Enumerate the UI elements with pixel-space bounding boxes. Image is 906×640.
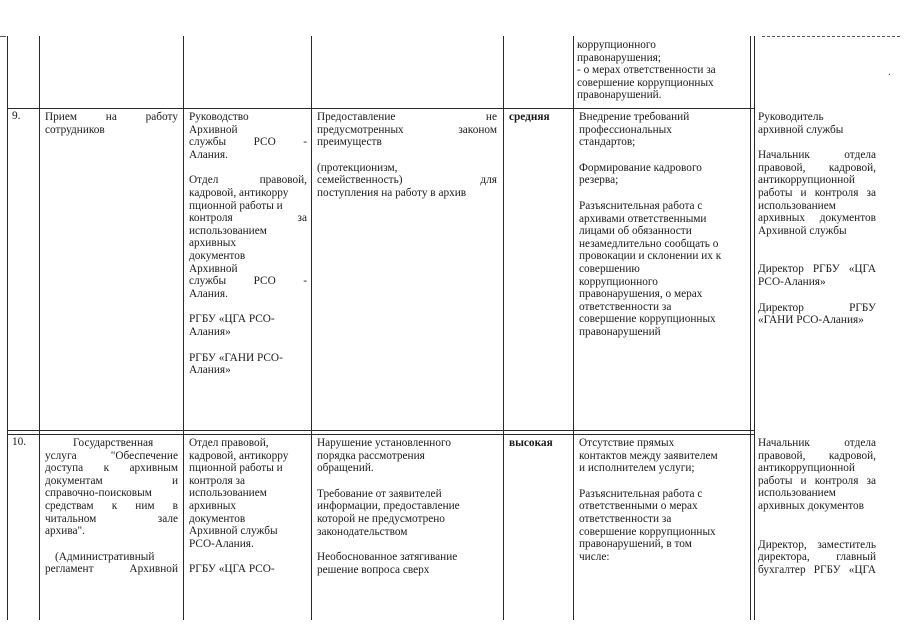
row-number: 10. (12, 436, 27, 448)
continuation-cell: коррупционного правонарушения; - о мерах ответственности за совершение коррупционных правонарушений. (577, 39, 716, 102)
risk-cell: Предоставление не предусмотренных законом преимуществ (протекционизм, семейственность) для поступления на работу в архив (317, 111, 497, 199)
responsible-cell: Отдел правовой, кадровой, антикорру пционной работы и контроля за использованием архивных документов Архивной службы РСО-Алания. РГБУ «ЦГА РСО- (189, 437, 289, 576)
executor-cell: Руководитель архивной службы Начальник отдела правовой, кадровой, антикоррупционной работы и контроля за использованием архивных документов Архивной службы Директор РГБУ «ЦГА РСО-Алания» Директор РГБУ «ГАНИ РСО-Алания» (758, 111, 876, 327)
scan-edge-mark (0, 36, 6, 37)
executor-cell: Начальник отдела правовой, кадровой, антикоррупционной работы и контроля за использованием архивных документов Директор, заместитель директора, главный бухгалтер РГБУ «ЦГА (758, 437, 876, 576)
scan-edge-dot: . (888, 66, 891, 78)
risk-level-badge: средняя (509, 111, 550, 123)
risk-level-badge: высокая (509, 437, 553, 449)
measures-cell: Отсутствие прямых контактов между заявителем и исполнителем услуги; Разъяснительная работа с ответственными о мерах ответственности за совершение коррупционных правонарушений, в том числе: (579, 437, 718, 563)
responsible-cell: Руководство Архивной службы РСО - Алания. Отдел правовой, кадровой, антикорру пционной работы и контроля за использованием архивных документов Архивной службы РСО - Алания. РГБУ «ЦГА РСО- Алания» РГБУ «ГАНИ РСО- Алания» (189, 111, 307, 377)
scan-edge-mark (762, 36, 900, 37)
process-cell: Прием на работу сотрудников (45, 111, 178, 136)
measures-cell: Внедрение требований профессиональных стандартов; Формирование кадрового резерва; Разъяснительная работа с архивами ответственными лицами об обязанности незамедлительно сообщать о провокации и склонении их к совершению коррупционного правонарушения, о мерах ответственности за совершение коррупционных правонарушений (579, 111, 722, 338)
process-cell: Государственная услуга "Обеспечение доступа к архивным документам и справочно-поисковым средствам к ним в читальном зале архива". (Административный регламент Архивной (45, 437, 178, 576)
risk-cell: Нарушение установленного порядка рассмотрения обращений. Требование от заявителей информации, предоставление которой не предусмотрено законодательством Необоснованное затягивание решение вопроса сверх (317, 437, 460, 576)
row-number: 9. (12, 110, 21, 122)
